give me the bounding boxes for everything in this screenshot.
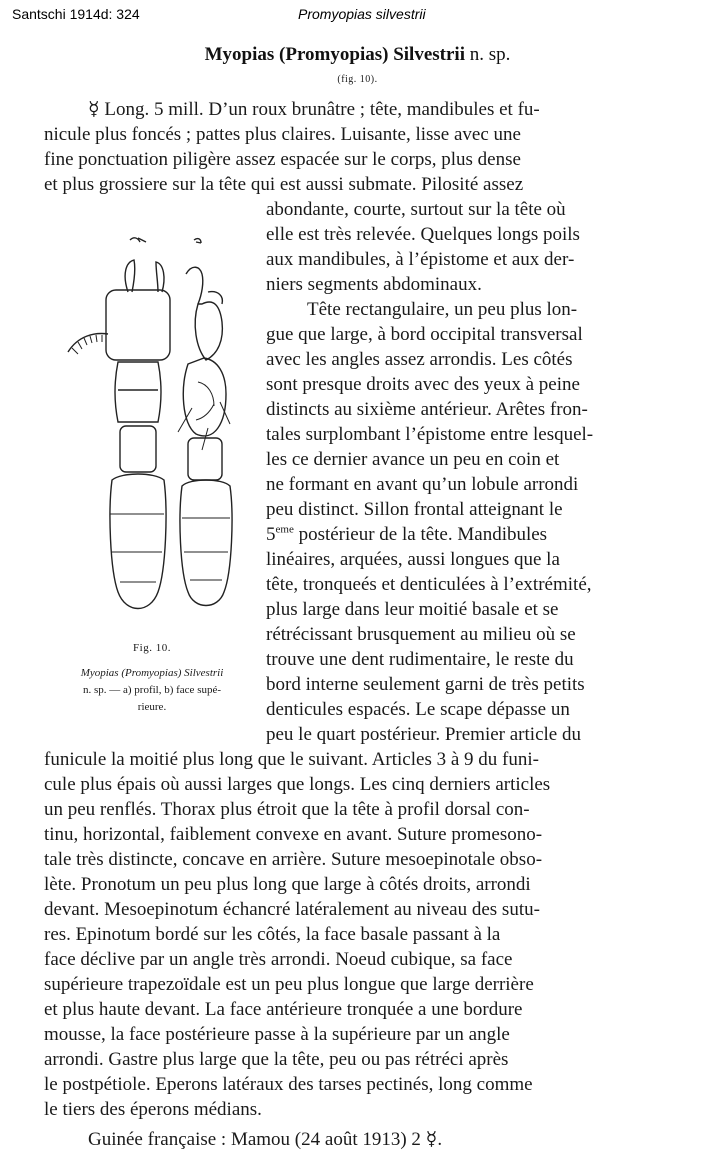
text-line: bord interne seulement garni de très petits (266, 674, 585, 695)
label-mark-a (130, 238, 146, 242)
text-line: distincts au sixième antérieur. Arêtes fron- (266, 399, 588, 420)
text-line: le postpétiole. Eperons latéraux des tarses pectinés, long comme (44, 1074, 533, 1095)
text-line: devant. Mesoepinotum échancré latéralement au niveau des sutu- (44, 899, 540, 920)
title-subgenus: (Promyopias) (279, 44, 389, 65)
text-line: peu distinct. Sillon frontal atteignant le (266, 499, 563, 520)
text-line: tales surplombant l’épistome entre lesquel- (266, 424, 594, 445)
text-line: denticules espacés. Le scape dépasse un (266, 699, 570, 720)
text-line: linéaires, arquées, aussi longues que la (266, 549, 560, 570)
text-line: avec les angles assez arrondis. Les côtés (266, 349, 573, 370)
text-line: lète. Pronotum un peu plus long que large à côtés droits, arrondi (44, 874, 531, 895)
ant-figure (38, 232, 268, 632)
text-line: les ce dernier avance un peu en coin et (266, 449, 560, 470)
text-line: niers segments abdominaux. (266, 274, 482, 295)
text-line: Tête rectangulaire, un peu plus lon- (307, 299, 578, 320)
superscript: eme (275, 523, 294, 536)
text-line: nicule plus foncés ; pattes plus claires. Luisante, lisse avec une (44, 124, 521, 145)
text-line: arrondi. Gastre plus large que la tête, peu ou pas rétréci après (44, 1049, 509, 1070)
label-mark-b (194, 239, 201, 243)
text-line: face déclive par un angle très arrondi. Noeud cubique, sa face (44, 949, 513, 970)
caption-line: rieure. (137, 701, 167, 713)
title-species: Silvestrii (393, 44, 465, 65)
figure-reference: (fig. 10). (337, 74, 378, 85)
text-line: et plus haute devant. La face antérieure tronquée a une bordure (44, 999, 523, 1020)
text-line: supérieure trapezoïdale est un peu plus longue que large derrière (44, 974, 534, 995)
figure-caption (44, 640, 260, 716)
citation-header: Santschi 1914d: 324 (12, 6, 140, 22)
caption-line: n. sp. — a) profil, b) face supé- (82, 684, 222, 696)
text-line: res. Epinotum bordé sur les côtés, la face basale passant à la (44, 924, 501, 945)
text-fragment: postérieur de la tête. Mandibules (293, 524, 548, 545)
text-line: ne formant en avant qu’un lobule arrondi (266, 474, 579, 495)
profile-view (178, 267, 232, 605)
text-line: plus large dans leur moitié basale et se (266, 599, 559, 620)
species-title (0, 44, 715, 66)
text-line (266, 523, 660, 546)
text-line: tale très distincte, concave en arrière. Suture mesoepinotale obso- (44, 849, 543, 870)
species-header: Promyopias silvestrii (298, 6, 426, 22)
text-line: un peu renflés. Thorax plus étroit que la tête à profil dorsal con- (44, 799, 530, 820)
text-line: et plus grossiere sur la tête qui est aussi submate. Pilosité assez (44, 174, 524, 195)
text-line: trouve une dent rudimentaire, le reste du (266, 649, 574, 670)
dorsal-view (68, 260, 170, 609)
text-line: ☿ Long. 5 mill. D’un roux brunâtre ; tête, mandibules et fu- (88, 99, 540, 120)
text-line: cule plus épais où aussi larges que longs. Les cinq derniers articles (44, 774, 551, 795)
text-line: gue que large, à bord occipital transversal (266, 324, 583, 345)
title-genus: Myopias (204, 44, 275, 65)
text-line: le tiers des éperons médians. (44, 1099, 262, 1120)
text-line: rétrécissant brusquement au milieu où se (266, 624, 576, 645)
locality-line: Guinée française : Mamou (24 août 1913) 2 ☿. (88, 1129, 443, 1150)
text-line: fine ponctuation piligère assez espacée sur le corps, plus dense (44, 149, 521, 170)
title-suffix: n. sp. (469, 44, 511, 65)
text-line: sont presque droits avec des yeux à peine (266, 374, 580, 395)
caption-line: Myopias (Promyopias) Silvestrii (80, 667, 224, 679)
text-line: aux mandibules, à l’épistome et aux der- (266, 249, 575, 270)
text-line: tête, tronqueés et denticulées à l’extrémité, (266, 574, 592, 595)
text-line: peu le quart postérieur. Premier article du (266, 724, 581, 745)
text-line: mousse, la face postérieure passe à la supérieure par un angle (44, 1024, 510, 1045)
caption-number: Fig. 10. (133, 642, 171, 654)
text-line: abondante, courte, surtout sur la tête où (266, 199, 566, 220)
text-line: tinu, horizontal, faiblement convexe en avant. Suture promesono- (44, 824, 543, 845)
text-line: funicule la moitié plus long que le suivant. Articles 3 à 9 du funi- (44, 749, 539, 770)
text-fragment: 5 (266, 524, 276, 545)
text-line: elle est très relevée. Quelques longs poils (266, 224, 580, 245)
